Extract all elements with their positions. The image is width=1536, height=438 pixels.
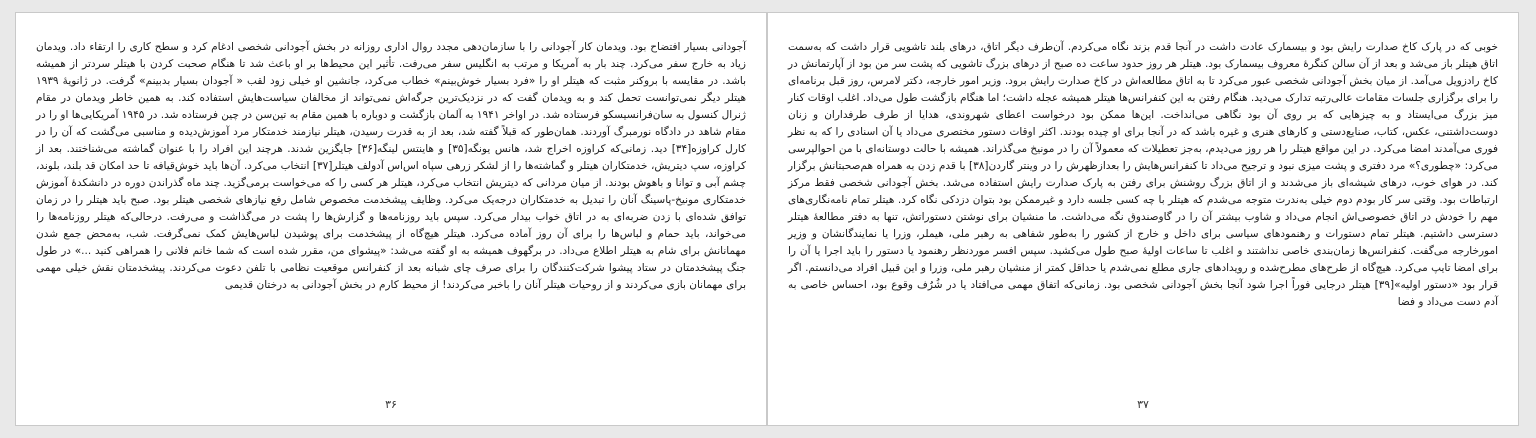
page-left (15, 12, 767, 426)
page-body-text: آجودانی بسیار افتضاح بود. ویدمان کار آجودانی را با سازمان‌دهی مجدد روال اداری روزانه در بخش آجودانی شخصی ادغام کرد و سطح کاری را ارتقاء داد. ویدمان زیاد به خارج سفر می‌کرد. چند بار به آمریکا و مرتب به انگلیس سفر می‌رفت. تأثیر این محیط‌ها بر او باعث شد تا هنگام صحبت کردن با هیتلر سردتر از همیشه باشد. در مقایسه با بروکنر مثبت که هیتلر او را «فرد بسیار خوش‌بینم» خطاب می‌کرد، جانشین او خیلی زود لقب « آجودان بسیار بدبینم» گرفت. در ژانویهٔ ۱۹۳۹ هیتلر دیگر نمی‌توانست تحمل کند و به ویدمان گفت که در نزدیک‌ترین جرگه‌اش نمی‌تواند از مخالفان سیاست‌هایش استفاده کند. به همین خاطر ویدمان در مقام ژنرال کنسول به سان‌فرانسیسکو فرستاده شد. در اواخر ۱۹۴۱ به آلمان بازگشت و دوباره با همین مقام به تین‌سن در چین فرستاده شد. در ۱۹۴۵ آمریکایی‌ها او را در مقام شاهد در دادگاه نورمبرگ آوردند. همان‌طور که قبلاً گفته شد، بعد از به قدرت رسیدن، هیتلر نیازمند خدمتکار مرد آموزش‌دیده و مناسبی می‌گشت که آن را در کارل کراوزه[۳۴] دید. زمانی‌که کراوزه اخراج شد، هانس یونگه[۳۵] و هاینتس لینگه[۳۶] جایگزین شدند. هرچند این افراد را با عنوان گماشته می‌شناختند. بعد از کراوزه، سپ دیتریش، خدمتکاران هیتلر و گماشته‌ها را از لشکر زرهی سپاه اس‌اس آدولف هیتلر[۳۷] انتخاب می‌کرد. آن‌ها باید خوش‌قیافه تا حد امکان قد بلند، بلوند، چشم آبی و توانا و باهوش بودند. از میان مردانی که دیتریش انتخاب می‌کرد، هیتلر هر کسی را که می‌خواست برمی‌گزید. چند ماه گذراندن دوره در دانشکدهٔ آموزش خدمتکاری مونیخ-پاسینگ آنان را تبدیل به خدمتکاران درجه‌یک می‌کرد. وظایف پیشخدمت مخصوص شامل رفع نیازهای شخصی هیتلر بود. صبح باید هیتلر را در زمان توافق شده‌ای با زدن ضربه‌ای به در اتاق خواب بیدار می‌کرد. سپس باید روزنامه‌ها و گزارش‌ها را پشت در می‌گذاشت و می‌رفت. درحالی‌که هیتلر روزنامه‌ها را می‌خواند، باید حمام و لباس‌ها را برای آن روز آماده می‌کرد. هیتلر هیچ‌گاه از پیشخدمت برای پوشیدن لباس‌هایش کمک نمی‌گرفت. شب، به‌محض جمع شدن مهمانانش برای شام به هیتلر اطلاع می‌داد. در برگهوف همیشه به او گفته می‌شد: «پیشوای من، مقرر شده است که شما خانم فلانی را همراهی کنید ...» در طول جنگ پیشخدمتان در ستاد پیشوا شرکت‌کنندگان را برای صرف چای شبانه بعد از کنفرانس موقعیت نظامی با تلفن دعوت می‌کردند. پیشخدمتان نقش خیلی مهمی برای مهمانان بازی می‌کردند و از روحیات هیتلر آنان را باخبر می‌کردند! از محیط کارم در بخش آجودانی به درختان قدیمی (36, 41, 747, 291)
page-number: ۳۷ (1137, 398, 1149, 411)
page-number: ۳۶ (385, 398, 397, 411)
page-body-text: خوبی که در پارک کاخ صدارت رایش بود و بیسمارک عادت داشت در آنجا قدم بزند نگاه می‌کردم. آن‌طرف دیگر اتاق، درهای بلند تاشویی قرار داشت که به‌سمت اتاق هیتلر باز می‌شد و بعد از آن سالن کنگرهٔ معروف بیسمارک بود. هیتلر هر روز حدود ساعت ده صبح از درهای بزرگ تاشویی که پشت سر من بود از آپارتمانش در کاخ رادزویل می‌آمد. از میان بخش آجودانی شخصی عبور می‌کرد تا به اتاق مطالعه‌اش در کاخ صدارت رایش برود. وزیر امور خارجه، دکتر لامرس، روز قبل برنامه‌ای را برای برگزاری جلسات مقامات عالی‌رتبه تدارک می‌دید. هنگام رفتن به این کنفرانس‌ها هیتلر همیشه عجله داشت؛ اما هنگام بازگشت طول می‌داد. اغلب اوقات کنار میز بزرگ می‌ایستاد و به چیزهایی که بر روی آن بود نگاهی می‌انداخت. این‌ها ممکن بود درخواست اعطای شهروندی، هدایا از طرف طرفداران و زنان دوست‌داشتنی، عکس، کتاب، صنایع‌دستی و کارهای هنری و غیره باشد که در آنجا برای او چیده بودند. اکثر اوقات دستور مختصری می‌داد یا آن اسنادی را که به نظر فوری می‌آمدند امضا می‌کرد. در این مواقع هیتلر را هر روز می‌دیدم، به‌جز تعطیلات که معمولاً آن را در مونیخ می‌گذراند. همیشه با حالت دوستانه‌ای با من احوالپرسی می‌کرد: «چطوری؟» مرد دفتری و پشت میزی نبود و ترجیح می‌داد تا کنفرانس‌هایش را بعدازظهرش را در وینتر گاردن[۳۸] با قدم زدن به همراه هم‌صحبتانش برگزار کند. در هوای خوب، درهای شیشه‌ای باز می‌شدند و از اتاق بزرگ روشنش برای رفتن به پارک صدارت رایش استفاده می‌شد. بخش آجودانی شخصی فقط مرکز ارتباطات بود. وقتی سر کار بودم دوم خیلی به‌ندرت متوجه می‌شدم که هیتلر با چه کسی جلسه دارد و غیرممکن بود بتوان دزدکی نگاه کرد. هیتلر تمام نامه‌نگاری‌های مهم را خودش در اتاق خصوصی‌اش انجام می‌داد و شاوب بیشتر آن را در گاوصندوق نگه می‌داشت. ما منشیان برای نوشتن دستوراتش، تنها به دفتر مطالعهٔ هیتلر دسترسی داشتیم. هیتلر تمام دستورات و رهنمودهای سیاسی برای داخل و خارج از کشور را به‌طور شفاهی به رهبر ملی، هیملر، وزرا یا نمایندگانشان و وزیر امورخارجه می‌گفت. کنفرانس‌ها زمان‌بندی خاصی نداشتند و اغلب تا ساعات اولیهٔ صبح طول می‌کشید. سپس افسر موردنظر رهنمود یا دستور را باید اجرا یا آن را برای امضا تایپ می‌کرد. هیچ‌گاه از طرح‌های مطرح‌شده و رویدادهای جاری مطلع نمی‌شدم یا حداقل کمتر از منشیان رهبر ملی، وزرا و این قبیل افراد می‌دانستم. اگر قرار بود «دستور اولیه»[۳۹] هیتلر درجایی فوراً اجرا شود آنجا بخش آجودانی شخصی بود. زمانی‌که اتفاق مهمی می‌افتاد یا در شُرُف وقوع بود، احساس خاصی به آدم دست می‌داد و فضا (788, 41, 1498, 308)
page-right (767, 12, 1519, 426)
